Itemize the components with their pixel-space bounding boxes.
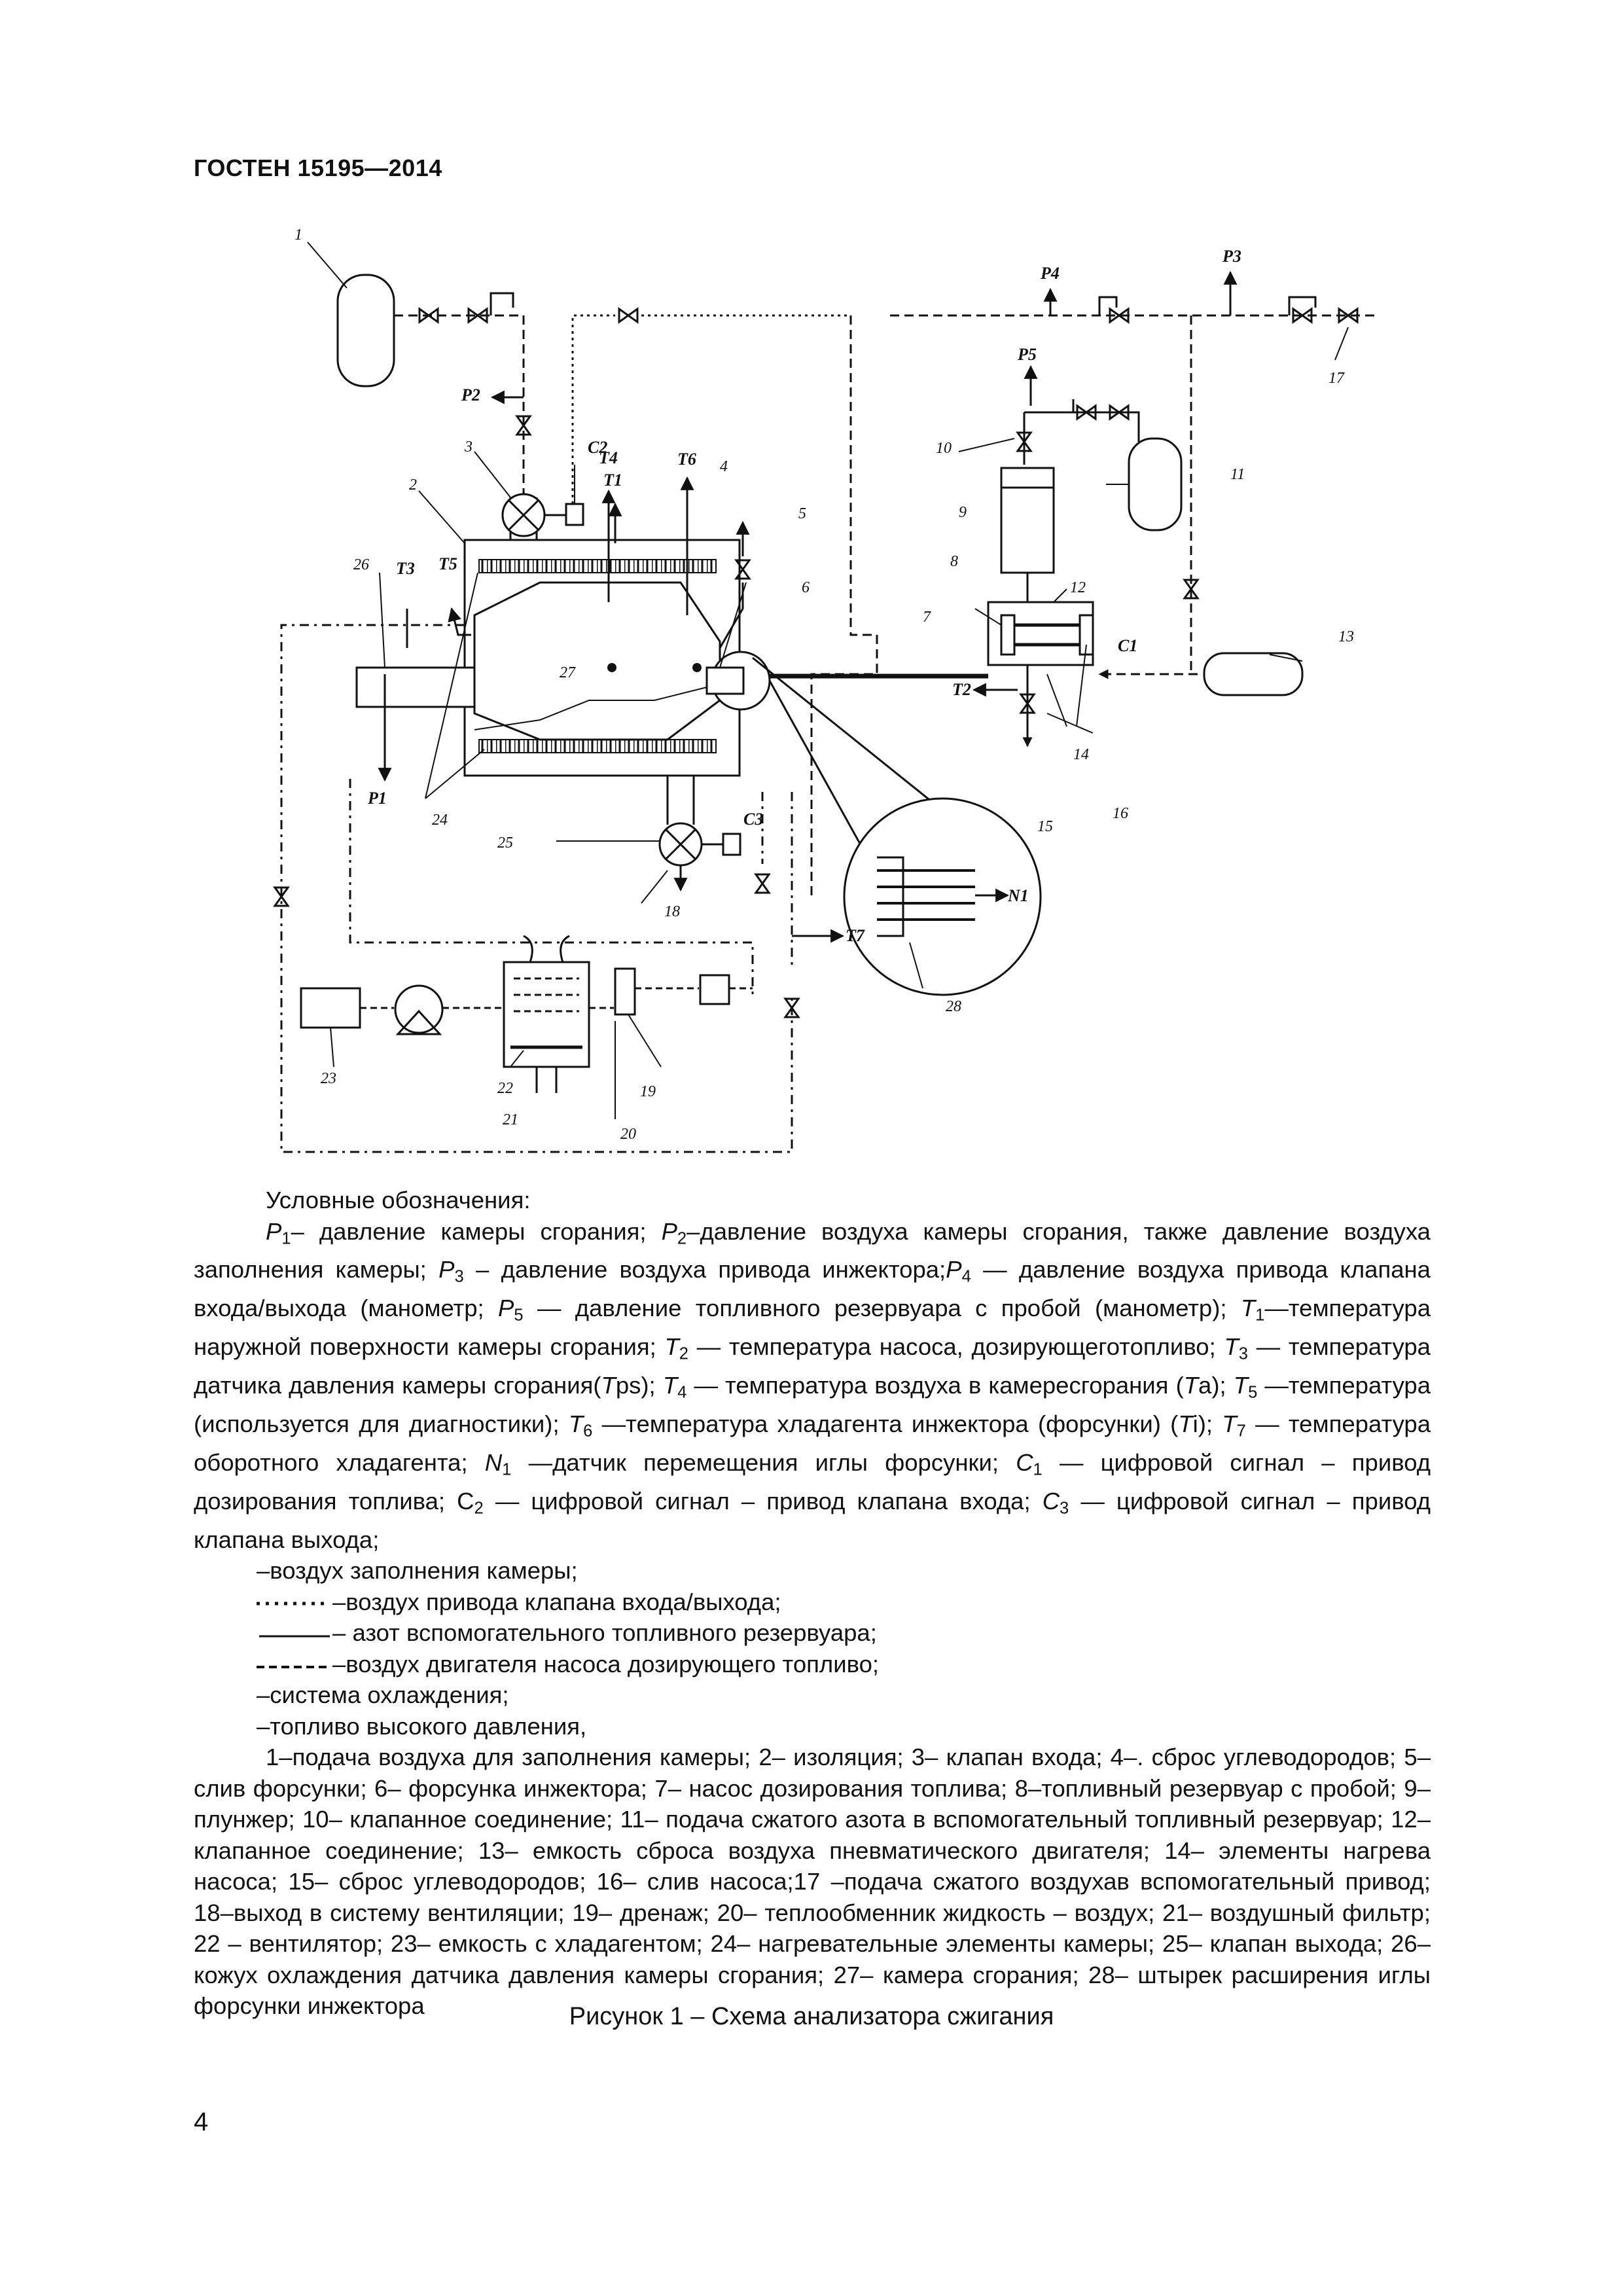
label-3: 3 <box>465 439 473 456</box>
label-23: 23 <box>321 1070 336 1087</box>
label-p1: P1 <box>368 789 387 808</box>
dashed-line-symbol <box>257 1662 330 1669</box>
dotted-line-symbol <box>257 1600 330 1607</box>
label-13: 13 <box>1338 628 1354 645</box>
label-20: 20 <box>620 1126 636 1143</box>
label-16: 16 <box>1113 805 1128 822</box>
label-p5: P5 <box>1018 345 1037 364</box>
label-21: 21 <box>503 1111 518 1128</box>
label-t1: T1 <box>603 471 622 490</box>
legend-line-valve-air: –воздух привода клапана входа/выхода; <box>194 1587 1431 1618</box>
solid-line-symbol <box>257 1631 330 1638</box>
label-c2: C2 <box>588 438 608 457</box>
label-t3: T3 <box>396 559 415 578</box>
label-10: 10 <box>936 440 952 457</box>
label-5: 5 <box>798 505 806 522</box>
label-1: 1 <box>294 226 302 243</box>
inlet-valve-3 <box>503 465 583 536</box>
label-c3: C3 <box>743 810 764 829</box>
label-p4: P4 <box>1041 264 1060 283</box>
label-t7: T7 <box>846 926 865 945</box>
legend-title: Условные обозначения: <box>266 1187 531 1213</box>
label-p2: P2 <box>461 386 480 404</box>
legend-line-pump-air: –воздух двигателя насоса дозирующего топливо; <box>194 1649 1431 1680</box>
label-19: 19 <box>640 1083 656 1100</box>
combustion-chamber-27 <box>357 478 740 825</box>
label-c1: C1 <box>1118 636 1138 655</box>
label-6: 6 <box>802 579 810 596</box>
legend-line-nitrogen: – азот вспомогательного топливного резервуара; <box>194 1617 1431 1649</box>
injector-drive-air-line <box>890 272 1374 674</box>
label-t4: T4 <box>599 448 618 467</box>
label-9: 9 <box>959 504 967 521</box>
label-26: 26 <box>353 556 369 573</box>
air-supply-tank-1 <box>338 275 530 497</box>
page-number: 4 <box>194 2108 209 2136</box>
label-27: 27 <box>560 664 575 681</box>
label-8: 8 <box>950 553 958 570</box>
label-p3: P3 <box>1222 247 1241 266</box>
fuel-reservoir-system <box>1001 367 1181 602</box>
label-17: 17 <box>1329 370 1344 387</box>
document-header: ГОСТЕН 15195—2014 <box>194 154 442 181</box>
label-22: 22 <box>497 1080 513 1097</box>
combustion-analyzer-diagram <box>249 216 1427 1172</box>
figure-caption: Рисунок 1 – Схема анализатора сжигания <box>569 2003 1054 2030</box>
label-14: 14 <box>1073 746 1089 763</box>
label-15: 15 <box>1037 818 1053 835</box>
label-12: 12 <box>1070 579 1086 596</box>
legend-line-cooling: –система охлаждения; <box>257 1681 509 1708</box>
label-4: 4 <box>720 458 728 475</box>
legend-line-fuel: –топливо высокого давления, <box>257 1712 587 1740</box>
label-25: 25 <box>497 834 513 852</box>
air-discharge-tank-13 <box>1204 653 1302 695</box>
label-11: 11 <box>1230 466 1245 483</box>
label-t6: T6 <box>677 450 696 469</box>
outlet-valve-25 <box>660 823 740 890</box>
label-28: 28 <box>946 998 961 1015</box>
label-t5: T5 <box>438 554 457 573</box>
label-24: 24 <box>432 812 448 829</box>
legend <box>194 1185 1431 2022</box>
label-7: 7 <box>923 609 931 626</box>
legend-line-chamber-air: –воздух заполнения камеры; <box>257 1557 578 1584</box>
label-18: 18 <box>664 903 680 920</box>
legend-parameters: $P_1-$ давление камеры сгорания; $P_2$–давление воздуха камеры сгорания, также давление воздуха заполнения камеры; $P_3$ – давление воздуха привода $инжектора;P_4$ — давление воздуха привода клапана входа/выхода (манометр; $P_5$ — давление топливного резервуара с пробой (манометр); $T_1—температура$ наружной поверхности камеры сгорания; $T_2$ — температура насоса, дозирующеготопливо; $T_3$ — температура датчика давления камеры сгорания(Tps); $T_4$ — температура воздуха в камересгорания (Ta); $T_5$ —температура (используется для диагностики); $T_6$ —температура хладагента инжектора (форсунки) (Ti); $T_7$ — температура оборотного хладагента; $N_1$ —датчик перемещения иглы форсунки; $C_1$ — цифровой сигнал – привод дозирования топлива; $C_2$ — цифровой сигнал – привод клапана входа; $C_3$ — цифровой сигнал – привод клапана выхода; <box>194 1217 1431 1553</box>
legend-items: 1–подача воздуха для заполнения камеры; 2– изоляция; 3– клапан входа; 4–. сброс углеводородов; 5– слив форсунки; 6– форсунка инжектора; 7– насос дозирования топлива; 8–топливный резервуар с пробой; 9– плунжер; 10– клапанное соединение; 11– подача сжатого азота в вспомогательный топливный резервуар; 12– клапанное соединение; 13– емкость сброса воздуха пневматического двигателя; 14– элементы нагрева насоса; 15– сброс углеводородов; 16– слив насоса;17 –подача сжатого воздухав вспомогательный привод; 18–выход в систему вентиляции; 19– дренаж; 20– теплообменник жидкость – воздух; 21– воздушный фильтр; 22 – вентилятор; 23– емкость с хладагентом; 24– нагревательные элементы камеры; 25– клапан выхода; 26– кожух охлаждения датчика давления камеры сгорания; 27– камера сгорания; 28– штырек расширения иглы форсунки инжектора <box>194 1744 1431 2019</box>
label-n1: N1 <box>1008 886 1029 905</box>
fuel-metering-pump-7 <box>974 602 1198 746</box>
label-2: 2 <box>409 476 417 493</box>
label-t2: T2 <box>952 680 971 699</box>
